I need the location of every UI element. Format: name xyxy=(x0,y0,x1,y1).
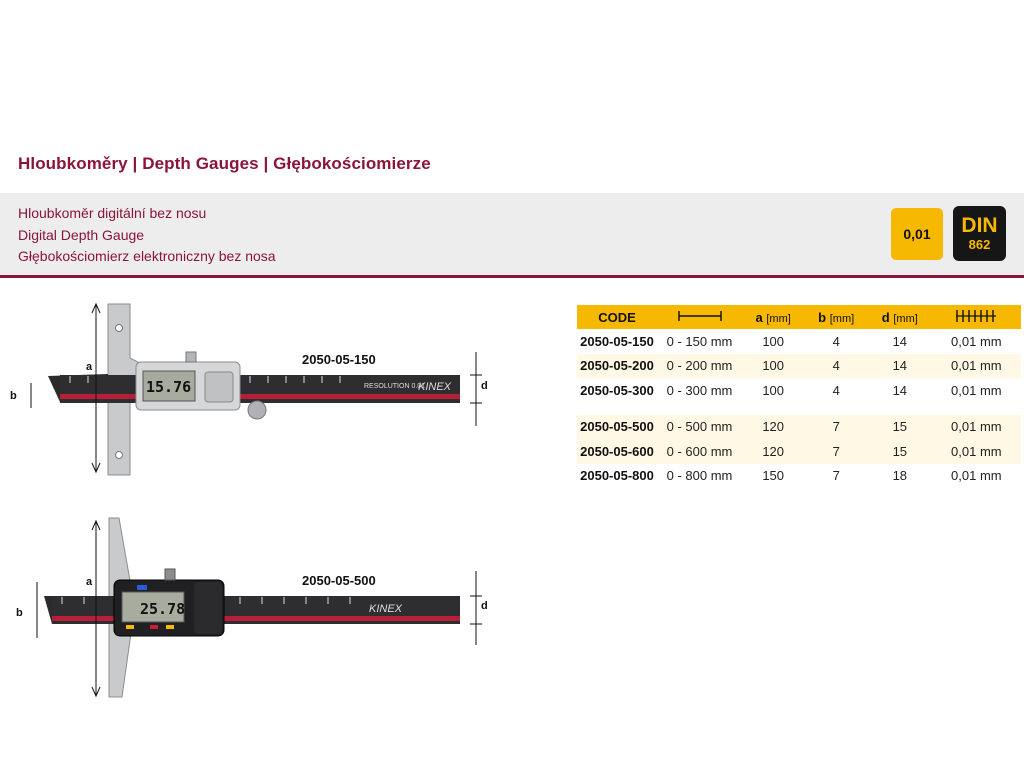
table-row xyxy=(577,378,1021,403)
cell-resolution: 0,01 mm xyxy=(932,464,1021,489)
header-range xyxy=(657,305,742,329)
header-resolution xyxy=(932,305,1021,329)
header-code: CODE xyxy=(577,305,657,329)
button-panel xyxy=(205,372,233,402)
cell-d: 15 xyxy=(868,415,932,440)
cell-d: 14 xyxy=(868,354,932,379)
off-button xyxy=(126,625,134,629)
cell-d: 15 xyxy=(868,439,932,464)
brand-logo: KINEX xyxy=(369,603,403,615)
cell-code: 2050-05-500 xyxy=(577,415,657,440)
header-a: a [mm] xyxy=(742,305,804,329)
cell-d: 14 xyxy=(868,329,932,354)
cell-b: 4 xyxy=(804,378,868,403)
cell-d: 18 xyxy=(868,464,932,489)
cell-code: 2050-05-800 xyxy=(577,464,657,489)
base-hole xyxy=(116,452,123,459)
cell-a: 120 xyxy=(742,439,804,464)
product-name-en: Digital Depth Gauge xyxy=(18,226,145,243)
table-row xyxy=(577,415,1021,440)
din-number: 862 xyxy=(968,236,991,252)
clamp-screw xyxy=(165,569,175,580)
battery-cover xyxy=(194,582,222,634)
cell-code: 2050-05-600 xyxy=(577,439,657,464)
header-b: b [mm] xyxy=(804,305,868,329)
cell-code: 2050-05-300 xyxy=(577,378,657,403)
table-row xyxy=(577,354,1021,379)
cell-range: 0 - 600 mm xyxy=(657,439,742,464)
table-spacer xyxy=(577,403,1021,415)
gauge-model-label: 2050-05-500 xyxy=(302,573,376,588)
range-icon xyxy=(677,309,723,323)
product-name-cz: Hloubkoměr digitální bez nosu xyxy=(18,205,207,221)
page-title: Hloubkoměry | Depth Gauges | Głębokościomierze xyxy=(18,154,431,173)
cell-range: 0 - 200 mm xyxy=(657,354,742,379)
dim-label-d: d xyxy=(481,380,488,392)
ruler-scale-icon xyxy=(954,308,998,324)
cell-code: 2050-05-150 xyxy=(577,329,657,354)
cell-b: 7 xyxy=(804,439,868,464)
cell-range: 0 - 800 mm xyxy=(657,464,742,489)
zero-button xyxy=(150,625,158,629)
cell-b: 4 xyxy=(804,329,868,354)
spec-table xyxy=(577,305,1021,488)
header-d: d [mm] xyxy=(868,305,932,329)
cell-resolution: 0,01 mm xyxy=(932,378,1021,403)
cell-b: 7 xyxy=(804,415,868,440)
gauge-resolution-marking: RESOLUTION 0.01 xyxy=(364,383,426,390)
dim-label-a: a xyxy=(86,361,93,373)
cell-b: 7 xyxy=(804,464,868,489)
product-name-pl: Głębokościomierz elektroniczny bez nosa xyxy=(18,248,276,264)
resolution-badge: 0,01 xyxy=(891,208,943,260)
table-row xyxy=(577,464,1021,489)
table-row xyxy=(577,329,1021,354)
cell-range: 0 - 150 mm xyxy=(657,329,742,354)
brand-logo: KINEX xyxy=(418,381,452,393)
gauge-500-illustration xyxy=(37,518,482,697)
cell-d: 14 xyxy=(868,378,932,403)
ruler-stripe xyxy=(60,394,460,399)
dim-label-b: b xyxy=(10,390,17,402)
inch-button xyxy=(166,625,174,629)
cell-a: 120 xyxy=(742,415,804,440)
cell-code: 2050-05-200 xyxy=(577,354,657,379)
din-label: DIN xyxy=(961,213,998,237)
table-header-row xyxy=(577,305,1021,329)
dim-label-a: a xyxy=(86,576,93,588)
cell-resolution: 0,01 mm xyxy=(932,329,1021,354)
cell-b: 4 xyxy=(804,354,868,379)
cell-resolution: 0,01 mm xyxy=(932,439,1021,464)
cell-range: 0 - 500 mm xyxy=(657,415,742,440)
cell-resolution: 0,01 mm xyxy=(932,415,1021,440)
cell-a: 100 xyxy=(742,329,804,354)
dim-label-b: b xyxy=(16,607,23,619)
cell-range: 0 - 300 mm xyxy=(657,378,742,403)
cell-a: 150 xyxy=(742,464,804,489)
cell-resolution: 0,01 mm xyxy=(932,354,1021,379)
ruler-stripe xyxy=(52,616,460,621)
clamp-screw xyxy=(186,352,196,362)
gauge-model-label: 2050-05-150 xyxy=(302,352,376,367)
gauge-lcd-reading: 15.76 xyxy=(146,378,192,396)
cell-a: 100 xyxy=(742,378,804,403)
gauge-lcd-reading: 25.78 xyxy=(140,600,186,618)
mode-button xyxy=(137,585,147,590)
dim-label-d: d xyxy=(481,600,488,612)
table-row xyxy=(577,439,1021,464)
thumb-wheel xyxy=(248,401,266,419)
base-hole xyxy=(116,325,123,332)
cell-a: 100 xyxy=(742,354,804,379)
